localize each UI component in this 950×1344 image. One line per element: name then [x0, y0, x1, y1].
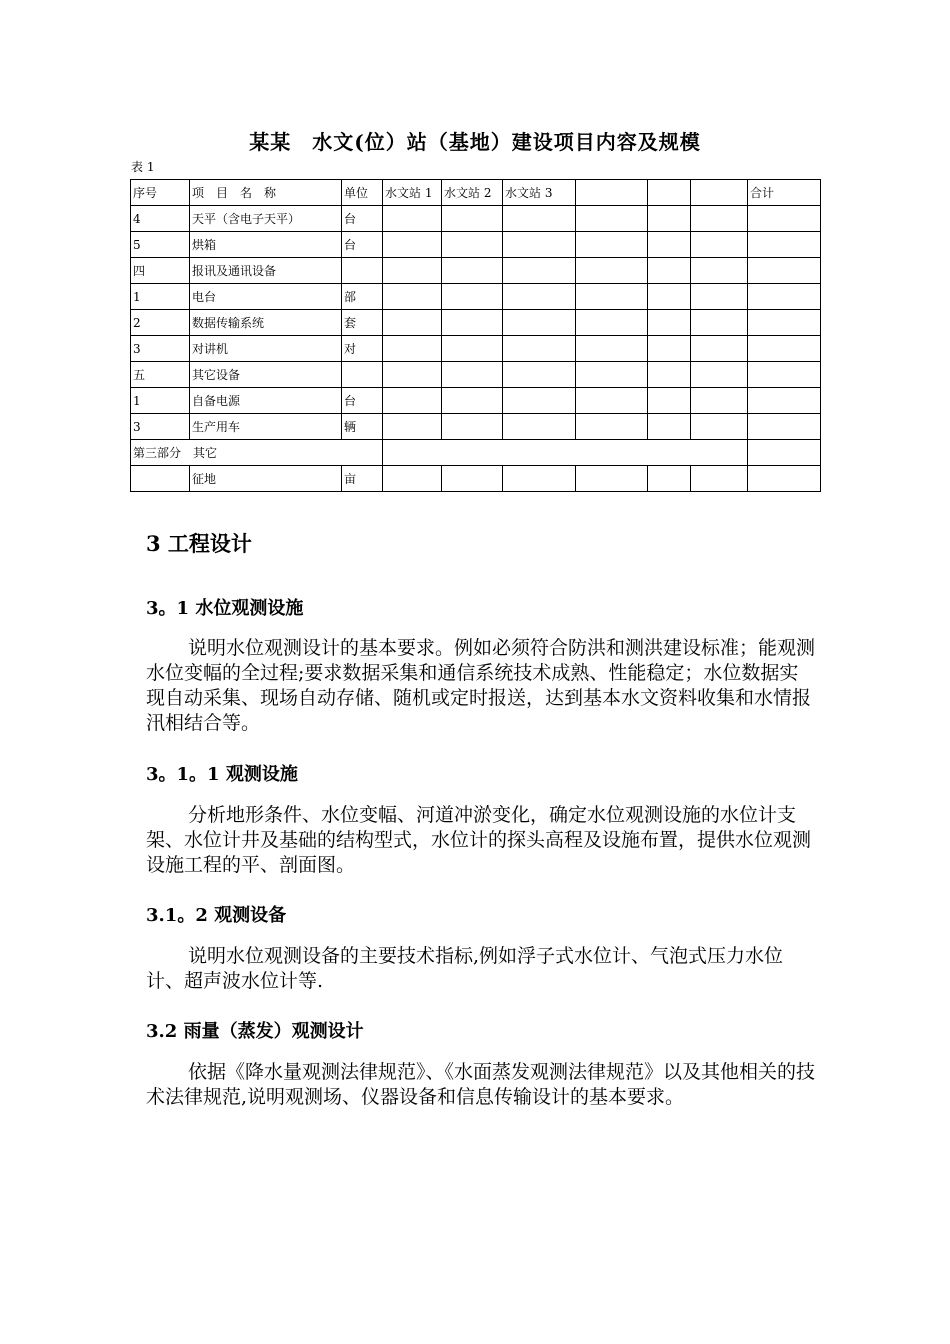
row-item-name: 自备电源 [190, 388, 342, 414]
section-3-1-2-paragraph: 说明水位观测设备的主要技术指标,例如浮子式水位计、气泡式压力水位计、超声波水位计等. [146, 945, 784, 992]
part3-label: 第三部分 其它 [131, 440, 383, 466]
empty-cell [691, 310, 748, 336]
row-number: 2 [131, 310, 190, 336]
empty-cell [576, 466, 648, 492]
row-item-name: 天平（含电子天平） [190, 206, 342, 232]
section-3-1-2-heading: 3.1。2 观测设备 [146, 905, 287, 926]
empty-cell [748, 440, 821, 466]
empty-cell [691, 284, 748, 310]
empty-cell [748, 388, 821, 414]
empty-cell [503, 362, 576, 388]
section-3-2-heading: 3.2 雨量（蒸发）观测设计 [146, 1021, 364, 1042]
row-unit [342, 362, 383, 388]
empty-cell [383, 388, 442, 414]
empty-cell [503, 232, 576, 258]
section-3-1-paragraph: 说明水位观测设计的基本要求。例如必须符合防洪和测洪建设标准；能观测水位变幅的全过程;要求数据采集和通信系统技术成熟、性能稳定；水位数据实现自动采集、现场自动存储、随机或定时报送，达到基本水文资料收集和水情报汛相结合等。 [146, 637, 816, 734]
row-item-name: 烘箱 [190, 232, 342, 258]
empty-cell [648, 206, 691, 232]
section-3-2-paragraph: 依据《降水量观测法律规范》、《水面蒸发观测法律规范》以及其他相关的技术法律规范,说明观测场、仪器设备和信息传输设计的基本要求。 [146, 1061, 816, 1108]
table-row [131, 362, 821, 388]
row-unit: 台 [342, 232, 383, 258]
row-unit: 亩 [342, 466, 383, 492]
empty-cell [748, 336, 821, 362]
empty-cell [383, 284, 442, 310]
row-number: 5 [131, 232, 190, 258]
table-row [131, 284, 821, 310]
table-label: 表 1 [131, 160, 155, 174]
table-header-row [131, 180, 821, 206]
row-number: 1 [131, 284, 190, 310]
empty-cell [648, 284, 691, 310]
empty-cell [383, 206, 442, 232]
row-unit: 辆 [342, 414, 383, 440]
empty-cell [383, 258, 442, 284]
empty-cell [442, 206, 503, 232]
empty-cell [748, 466, 821, 492]
empty-cell [576, 206, 648, 232]
row-unit [342, 258, 383, 284]
row-item-name: 征地 [190, 466, 342, 492]
table-row [131, 388, 821, 414]
empty-cell [748, 284, 821, 310]
empty-cell [648, 388, 691, 414]
row-number [131, 466, 190, 492]
empty-cell [383, 440, 748, 466]
row-item-name: 数据传输系统 [190, 310, 342, 336]
document-title: 某某 水文(位）站（基地）建设项目内容及规模 [249, 130, 701, 154]
part3-section-row [131, 440, 821, 466]
empty-cell [503, 206, 576, 232]
empty-cell [648, 258, 691, 284]
empty-cell [503, 414, 576, 440]
empty-cell [576, 310, 648, 336]
table-row [131, 258, 821, 284]
empty-cell [576, 232, 648, 258]
table-row [131, 232, 821, 258]
row-unit: 台 [342, 388, 383, 414]
empty-cell [691, 206, 748, 232]
empty-cell [503, 336, 576, 362]
header-cell: 单位 [342, 180, 383, 206]
empty-cell [442, 466, 503, 492]
empty-cell [748, 414, 821, 440]
section-3-heading: 3 工程设计 [146, 531, 252, 556]
empty-cell [442, 258, 503, 284]
empty-cell [442, 362, 503, 388]
header-cell: 合计 [748, 180, 821, 206]
table-row [131, 466, 821, 492]
project-content-table [130, 179, 821, 492]
row-unit: 对 [342, 336, 383, 362]
empty-cell [442, 414, 503, 440]
row-number: 3 [131, 336, 190, 362]
empty-cell [383, 362, 442, 388]
empty-cell [748, 206, 821, 232]
row-unit: 部 [342, 284, 383, 310]
empty-cell [383, 414, 442, 440]
row-number: 3 [131, 414, 190, 440]
empty-cell [576, 258, 648, 284]
empty-cell [503, 284, 576, 310]
empty-cell [648, 466, 691, 492]
empty-cell [576, 414, 648, 440]
header-cell: 项 目 名 称 [190, 180, 342, 206]
empty-cell [503, 310, 576, 336]
empty-cell [691, 414, 748, 440]
empty-cell [383, 310, 442, 336]
row-item-name: 电台 [190, 284, 342, 310]
row-number: 五 [131, 362, 190, 388]
empty-cell [383, 336, 442, 362]
empty-cell [576, 336, 648, 362]
empty-cell [576, 388, 648, 414]
empty-cell [648, 336, 691, 362]
empty-cell [648, 414, 691, 440]
empty-cell [691, 388, 748, 414]
section-3-1-1-paragraph: 分析地形条件、水位变幅、河道冲淤变化，确定水位观测设施的水位计支架、水位计井及基础的结构型式，水位计的探头高程及设施布置，提供水位观测设施工程的平、剖面图。 [146, 804, 812, 876]
row-number: 4 [131, 206, 190, 232]
empty-cell [383, 232, 442, 258]
empty-cell [648, 310, 691, 336]
table-row [131, 310, 821, 336]
empty-cell [748, 258, 821, 284]
row-item-name: 生产用车 [190, 414, 342, 440]
empty-cell [442, 232, 503, 258]
section-3-1-1-heading: 3。1。1 观测设施 [146, 764, 298, 785]
header-cell: 水文站 3 [503, 180, 576, 206]
empty-cell [383, 466, 442, 492]
empty-cell [442, 310, 503, 336]
empty-cell [442, 284, 503, 310]
row-item-name: 其它设备 [190, 362, 342, 388]
empty-cell [576, 284, 648, 310]
section-3-1-heading: 3。1 水位观测设施 [146, 598, 304, 619]
empty-cell [442, 388, 503, 414]
row-unit: 套 [342, 310, 383, 336]
empty-cell [691, 336, 748, 362]
empty-cell [503, 388, 576, 414]
empty-cell [748, 310, 821, 336]
empty-cell [648, 362, 691, 388]
empty-cell [691, 466, 748, 492]
header-cell: 水文站 2 [442, 180, 503, 206]
empty-cell [691, 258, 748, 284]
empty-cell [748, 232, 821, 258]
header-cell: 序号 [131, 180, 190, 206]
empty-cell [691, 232, 748, 258]
empty-cell [748, 362, 821, 388]
empty-cell [503, 258, 576, 284]
empty-cell [442, 336, 503, 362]
header-cell [691, 180, 748, 206]
empty-cell [648, 232, 691, 258]
row-unit: 台 [342, 206, 383, 232]
header-cell: 水文站 1 [383, 180, 442, 206]
row-item-name: 报讯及通讯设备 [190, 258, 342, 284]
empty-cell [503, 466, 576, 492]
table-row [131, 414, 821, 440]
row-number: 四 [131, 258, 190, 284]
empty-cell [691, 362, 748, 388]
empty-cell [576, 362, 648, 388]
table-row [131, 336, 821, 362]
header-cell [576, 180, 648, 206]
table-row [131, 206, 821, 232]
header-cell [648, 180, 691, 206]
row-number: 1 [131, 388, 190, 414]
row-item-name: 对讲机 [190, 336, 342, 362]
